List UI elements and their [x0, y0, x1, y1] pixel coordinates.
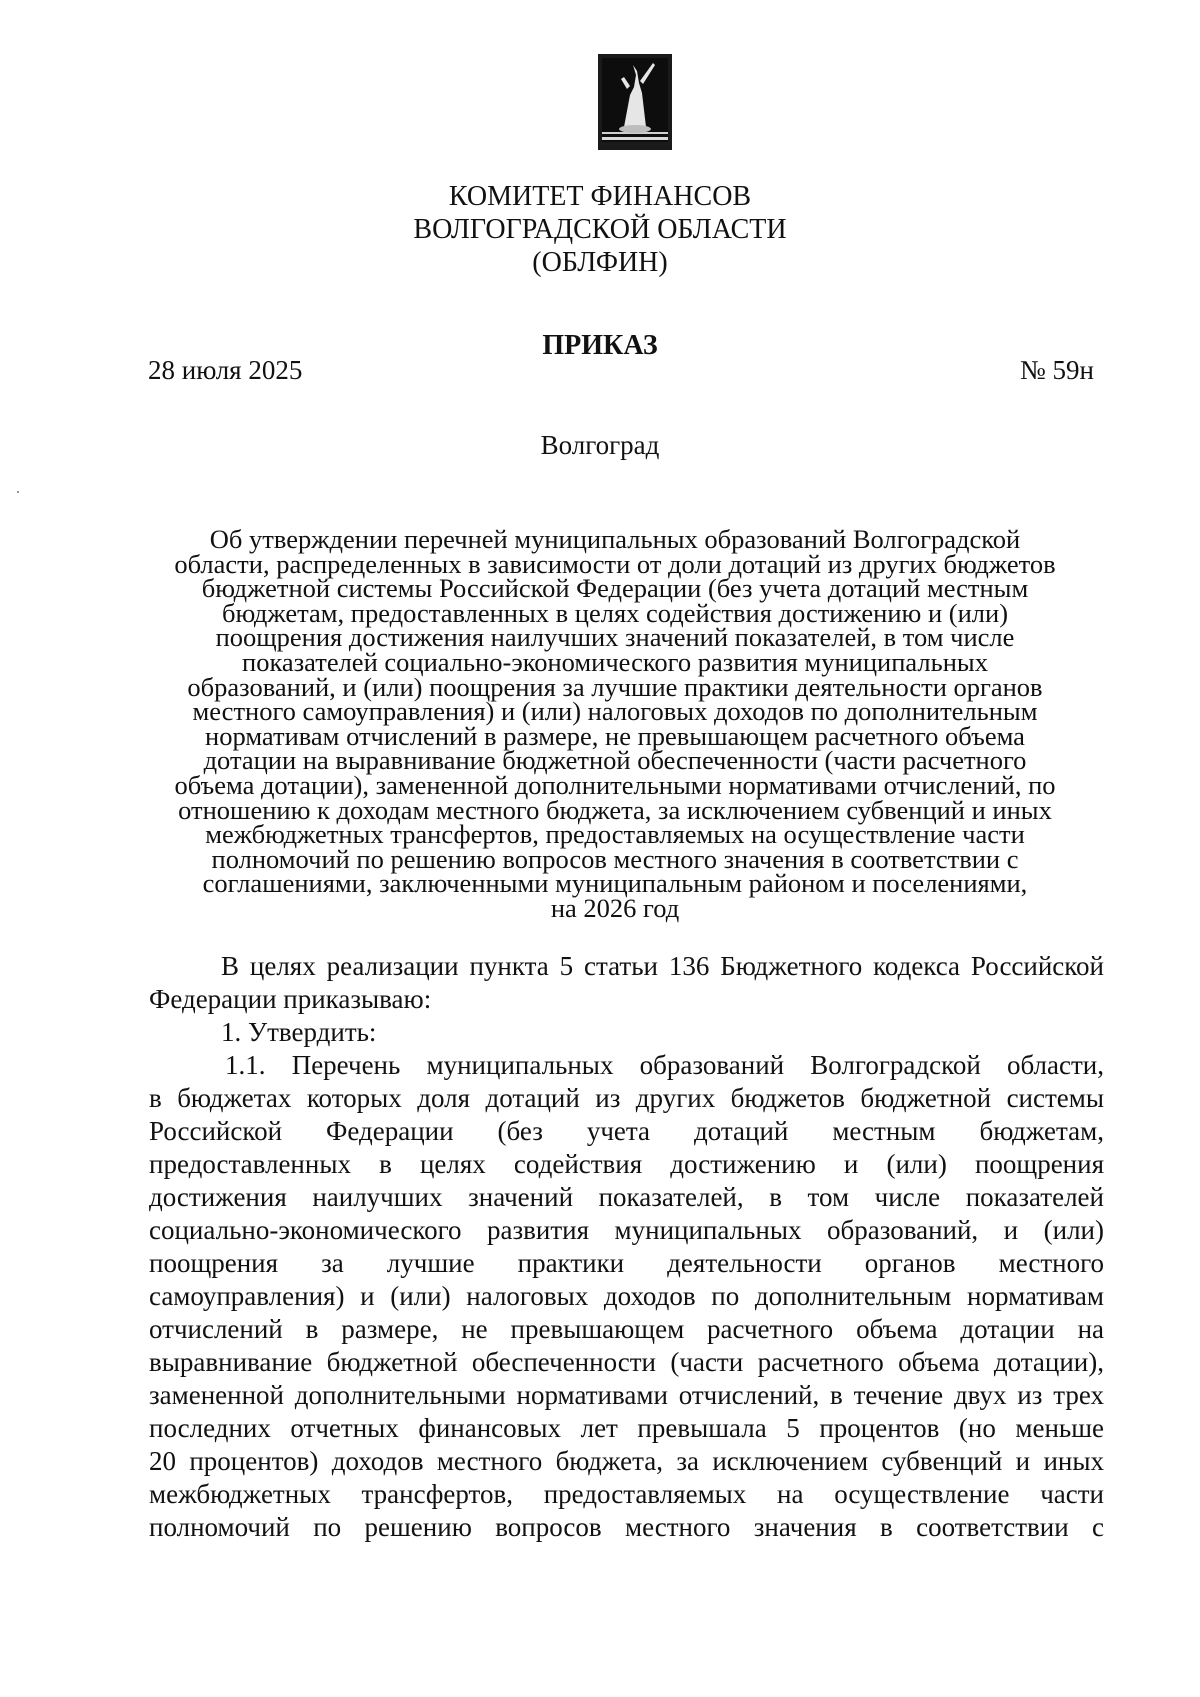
document-number: № 59н — [1020, 355, 1094, 385]
document-city: Волгоград — [540, 430, 660, 460]
item-1-1-line: выравнивание бюджетной обеспеченности (части расчетного объема дотации), — [149, 1347, 1104, 1377]
item-1-1-line: отчислений в размере, не превышающем расчетного объема дотации на — [149, 1314, 1104, 1344]
title-line: бюджетам, предоставленных в целях содействия достижению и (или) — [221, 597, 1009, 628]
title-line: бюджетной системы Российской Федерации (без учета дотаций местным — [201, 573, 1029, 604]
item-1: 1. Утвердить: — [221, 1017, 377, 1047]
item-1-1-line: предоставленных в целях содействия достижению и (или) поощрения — [149, 1149, 1104, 1179]
item-1-1-line: замененной дополнительными нормативами отчислений, в течение двух из трех — [149, 1380, 1104, 1410]
title-line: образований, и (или) поощрения за лучшие практики деятельности органов — [187, 671, 1043, 702]
organization-name-line-1: КОМИТЕТ ФИНАНСОВ — [448, 181, 752, 212]
scan-speck — [17, 491, 19, 493]
organization-abbreviation: (ОБЛФИН) — [532, 247, 668, 278]
document-title — [150, 524, 1080, 923]
item-1-1-line: Российской Федерации (без учета дотаций местным бюджетам, — [149, 1116, 1104, 1146]
title-line: полномочий по решению вопросов местного значения в соответствии с — [211, 843, 1019, 874]
title-line: объема дотации), замененной дополнительными нормативами отчислений, по — [174, 769, 1056, 800]
title-line: показателей социально-экономического развития муниципальных — [242, 646, 988, 677]
title-line: соглашениями, заключенными муниципальным районом и поселениями, — [202, 868, 1028, 899]
title-line: области, распределенных в зависимости от доли дотаций из других бюджетов — [174, 548, 1056, 579]
title-line: межбюджетных трансфертов, предоставляемых на осуществление части — [205, 819, 1025, 850]
title-line: на 2026 год — [550, 892, 680, 923]
document-date: 28 июля 2025 — [148, 355, 303, 385]
intro-paragraph-line: В целях реализации пункта 5 статьи 136 Бюджетного кодекса Российской — [221, 951, 1104, 981]
document-type: ПРИКАЗ — [542, 330, 658, 361]
document-body — [149, 950, 1104, 1544]
title-line: отношению к доходам местного бюджета, за исключением субвенций и иных — [178, 794, 1052, 825]
coat-of-arms-icon — [597, 53, 673, 151]
title-line: поощрения достижения наилучших значений показателей, в том числе — [215, 622, 1015, 653]
intro-paragraph-line: Федерации приказываю: — [149, 984, 432, 1014]
title-line: дотации на выравнивание бюджетной обеспеченности (части расчетного — [203, 745, 1027, 776]
item-1-1-line: поощрения за лучшие практики деятельности органов местного — [149, 1248, 1104, 1278]
title-line: Об утверждении перечней муниципальных образований Волгоградской — [209, 524, 1021, 554]
item-1-1-line: достижения наилучших значений показателей, в том числе показателей — [149, 1182, 1104, 1212]
item-1-1-line: самоуправления) и (или) налоговых доходов по дополнительным нормативам — [149, 1281, 1104, 1311]
item-1-1-line: межбюджетных трансфертов, предоставляемых на осуществление части — [149, 1479, 1104, 1509]
title-line: нормативам отчислений в размере, не превышающем расчетного объема — [205, 720, 1025, 751]
item-1-1-line: полномочий по решению вопросов местного значения в соответствии с — [149, 1512, 1104, 1542]
item-1-1-line: последних отчетных финансовых лет превышала 5 процентов (но меньше — [149, 1413, 1104, 1443]
item-1-1-line: социально-экономического развития муниципальных образований, и (или) — [149, 1215, 1104, 1245]
item-1-1-line: 1.1. Перечень муниципальных образований Волгоградской области, — [225, 1050, 1104, 1080]
item-1-1-line: в бюджетах которых доля дотаций из других бюджетов бюджетной системы — [149, 1083, 1104, 1113]
title-line: местного самоуправления) и (или) налоговых доходов по дополнительным — [192, 696, 1038, 727]
organization-name-line-2: ВОЛГОГРАДСКОЙ ОБЛАСТИ — [413, 214, 787, 245]
item-1-1-line: 20 процентов) доходов местного бюджета, за исключением субвенций и иных — [149, 1446, 1104, 1476]
